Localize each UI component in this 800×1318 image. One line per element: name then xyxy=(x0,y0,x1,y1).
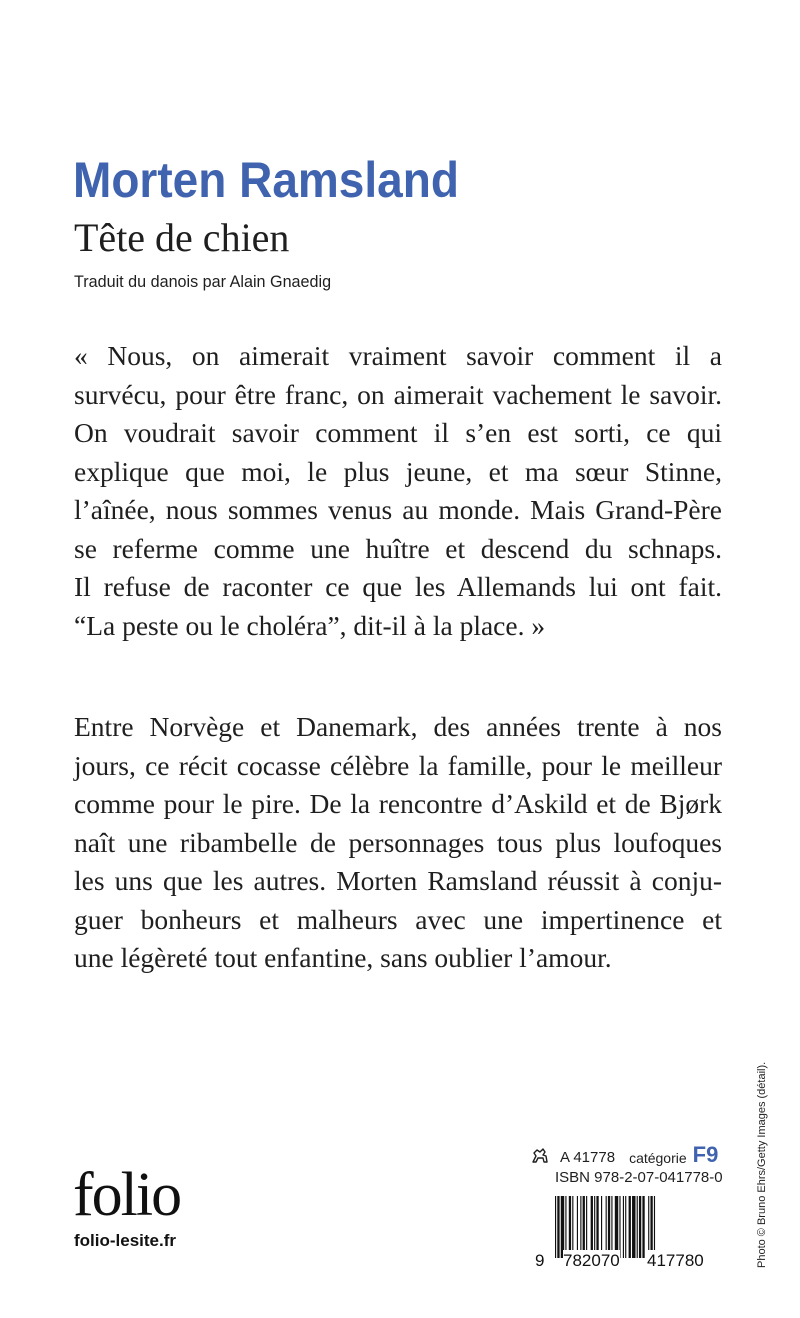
quote-paragraph xyxy=(74,337,722,645)
barcode-bar xyxy=(569,1196,571,1258)
horse-icon xyxy=(530,1146,550,1166)
quote-line: survécu, pour être franc, on aimerait vachement le savoir. xyxy=(74,378,722,410)
catalog-row xyxy=(530,1138,722,1166)
barcode-bar xyxy=(586,1196,587,1258)
summary-line: Entre Norvège et Danemark, des années trente à nos xyxy=(74,711,722,742)
barcode-bar xyxy=(594,1196,595,1258)
isbn-number: ISBN 978-2-07-041778-0 xyxy=(555,1169,723,1186)
catalog-code: A 41778 xyxy=(560,1149,616,1166)
publisher-website: folio-lesite.fr xyxy=(74,1231,177,1250)
barcode-bar xyxy=(632,1196,635,1258)
summary-paragraph xyxy=(74,708,722,978)
barcode-bar xyxy=(572,1196,573,1258)
barcode-bars xyxy=(553,1196,723,1258)
quote-line: « Nous, on aimerait vraiment savoir comment il a xyxy=(74,340,722,371)
folio-logo: folio xyxy=(73,1161,181,1229)
barcode-bar xyxy=(642,1196,644,1258)
barcode-bar xyxy=(557,1196,559,1258)
category-value: F9 xyxy=(692,1142,719,1167)
translator-credit: Traduit du danois par Alain Gnaedig xyxy=(74,272,332,291)
summary-line: une légèreté tout enfantine, sans oublier l’amour. xyxy=(74,942,612,973)
photo-credit: Photo © Bruno Ehrs/Getty Images (détail). xyxy=(756,1061,768,1268)
barcode-bar xyxy=(650,1196,652,1258)
barcode-bar xyxy=(596,1196,598,1258)
barcode-bar xyxy=(611,1196,612,1258)
author-name: Morten Ramsland xyxy=(73,152,459,208)
barcode-bar xyxy=(639,1196,641,1258)
summary-line: guer bonheurs et malheurs avec une impertinence et xyxy=(74,903,722,935)
barcode-bar xyxy=(580,1196,581,1258)
quote-line: explique que moi, le plus jeune, et ma sœur Stinne, xyxy=(74,455,722,487)
barcode-bar xyxy=(654,1196,655,1258)
quote-line: Il refuse de raconter ce que les Allemands lui ont fait. xyxy=(74,571,722,602)
barcode-bar xyxy=(565,1196,566,1258)
barcode-digit-group-right: 417780 xyxy=(647,1251,704,1270)
summary-line: comme pour le pire. De la rencontre d’Askild et de Bjørk xyxy=(74,788,722,819)
barcode-digit-group-left: 782070 xyxy=(563,1251,620,1270)
barcode-bar xyxy=(606,1196,607,1258)
barcode-bar xyxy=(591,1196,593,1258)
quote-line: se referme comme une huître et descend du schnaps. xyxy=(74,532,722,564)
quote-line: On voudrait savoir comment il s’en est sorti, ce qui xyxy=(74,417,722,448)
barcode-bar xyxy=(555,1196,556,1258)
barcode-bar xyxy=(577,1196,578,1258)
book-title: Tête de chien xyxy=(74,215,290,260)
barcode-bar xyxy=(629,1196,631,1258)
barcode-bar xyxy=(648,1196,649,1258)
barcode xyxy=(535,1196,723,1272)
summary-line: les uns que les autres. Morten Ramsland réussit à conju- xyxy=(74,865,722,896)
barcode-bar xyxy=(623,1196,624,1258)
barcode-bar xyxy=(619,1196,620,1258)
barcode-bar xyxy=(561,1196,564,1258)
barcode-bar xyxy=(608,1196,610,1258)
barcode-bar xyxy=(637,1196,638,1258)
barcode-bar xyxy=(615,1196,618,1258)
summary-line: naît une ribambelle de personnages tous plus loufoques xyxy=(74,826,722,858)
quote-line: “La peste ou le choléra”, dit-il à la place. » xyxy=(74,609,546,641)
barcode-bar xyxy=(583,1196,585,1258)
barcode-bar xyxy=(601,1196,602,1258)
barcode-bar xyxy=(625,1196,626,1258)
barcode-digit-first: 9 xyxy=(535,1251,545,1270)
quote-line: l’aînée, nous sommes venus au monde. Mais Grand-Père xyxy=(74,494,722,525)
category-label: catégorie xyxy=(629,1150,687,1166)
summary-line: jours, ce récit cocasse célèbre la famille, pour le meilleur xyxy=(74,749,722,781)
